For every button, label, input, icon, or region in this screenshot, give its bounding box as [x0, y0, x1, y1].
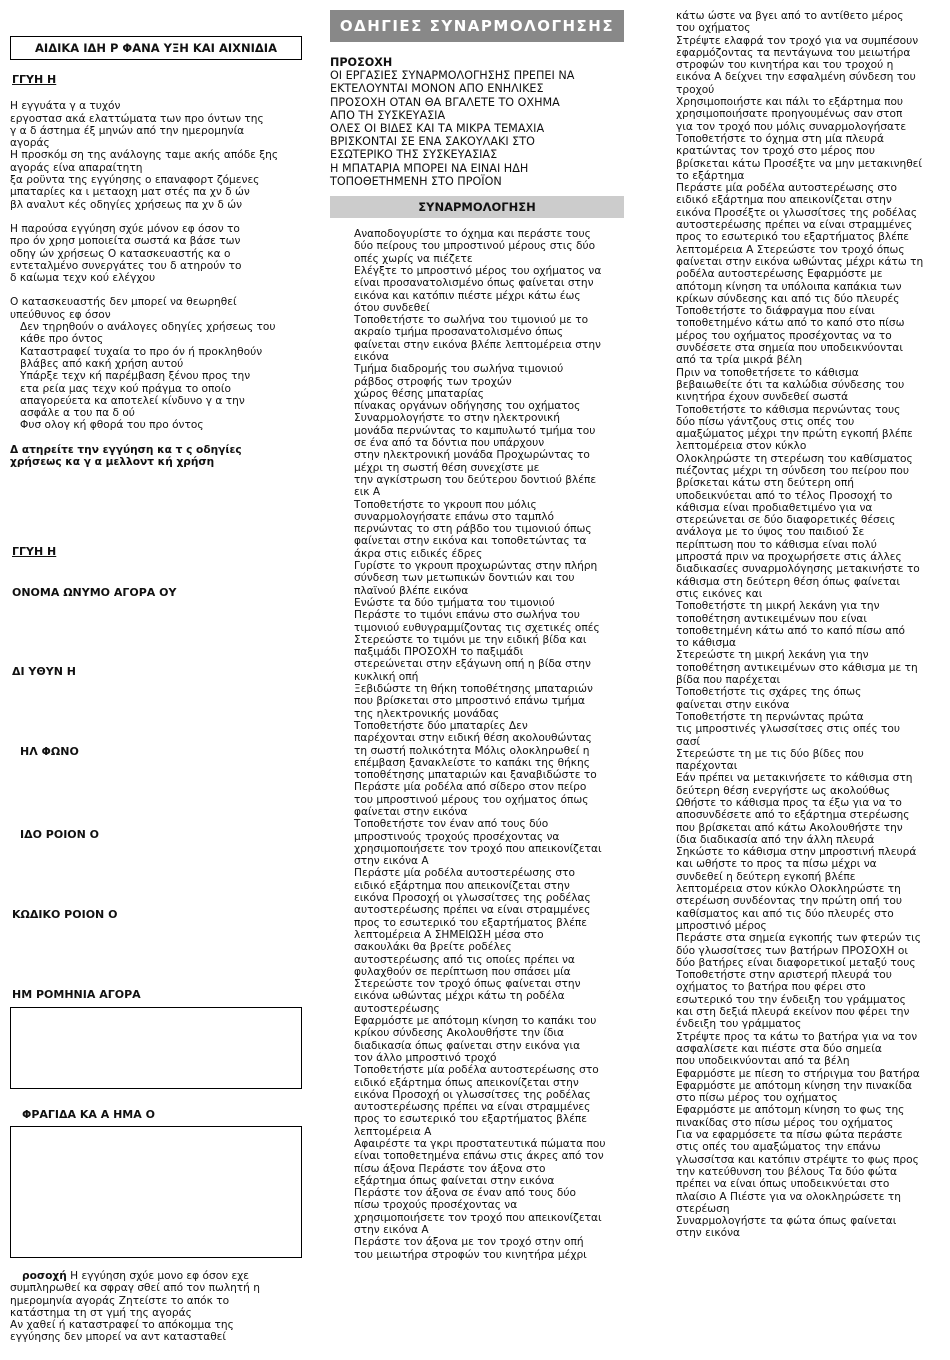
- warranty-para1-line: βλ αναλυτ κές οδηγίες χρήσεως πα χν δ ών: [10, 198, 243, 211]
- assembly-step-line: προς το εσωτερικό του εξαρτήματος βλέπε: [676, 231, 910, 244]
- assembly-step-line: κρίκων σύνδεσης και από τις δύο πλευρές: [676, 292, 900, 305]
- assembly-step-line: Τοποθετήστε το διάφραγμα που είναι: [676, 305, 875, 318]
- assembly-step-line: Χρησιμοποιήστε και πάλι το εξάρτημα που: [676, 96, 904, 109]
- assembly-steps-col2: [330, 228, 624, 1261]
- assembly-step-line: είναι τοποθετημένα επάνω στις άκρες από τον: [354, 1150, 604, 1163]
- warranty-condition-line: απαγορεύετα κα αποτελεί κίνδυνο γ α την: [20, 394, 245, 407]
- warranty-form: [10, 0, 310, 1360]
- warranty-condition-line: Φυσ ολογ κή φθορά του προ όντος: [20, 419, 204, 432]
- assembly-step-line: βρίσκεται κάτω Προσέξτε να μην μετακινηθεί: [676, 157, 922, 170]
- assembly-step-line: τοποθετημένη κάτω από το καπό πίσω από: [676, 624, 905, 637]
- assembly-step-line: κάτω ώστε να βγει από το αντίθετο μέρος: [676, 10, 904, 22]
- assembly-subbanner: ΣΥΝΑΡΜΟΛΟΓΗΣΗ: [330, 196, 624, 218]
- assembly-step-line: συνδέσετε στα σημεία που υποδεικνύονται: [676, 342, 903, 355]
- warranty-condition-line: ετα ρεία μας τεχν κού πράγμα το οποίο: [20, 382, 231, 395]
- warranty-para2-line: Η παρούσα εγγύηση σχύε μόνον εφ όσον το: [10, 222, 240, 235]
- purchase-date-box[interactable]: [10, 1007, 302, 1089]
- attention-line: ΟΛΕΣ ΟΙ ΒΙΔΕΣ ΚΑΙ ΤΑ ΜΙΚΡΑ ΤΕΜΑΧΙΑ: [330, 122, 545, 136]
- footnote-line-5: εγγύησης δεν μπορεί να αντ κατασταθεί: [10, 1331, 226, 1344]
- assembly-step-line: ανάλογα με το ύψος του παιδιού Σε: [676, 526, 865, 539]
- assembly-step-line: για τον τροχό που μόλις συναρμολογήσατε: [676, 120, 907, 133]
- assembly-step-line: βεβαιωθείτε ότι τα καλώδια σύνδεσης του: [676, 378, 905, 391]
- assembly-step-line: χρησιμοποιήσατε προηγουμένως σαν στοπ: [676, 108, 903, 121]
- assembly-step-line: περνώντας το στη ράβδο του τιμονιού όπως: [354, 523, 592, 536]
- assembly-step-line: εικόνα Προσέξτε οι γλωσσίτσες της ροδέλας: [676, 206, 918, 219]
- assembly-step-line: εικόνα και κατόπιν πιέστε μέχρι κάτω έως: [354, 289, 581, 302]
- assembly-step-line: φαίνεται στην εικόνα και τοποθετώντας τα: [354, 535, 587, 548]
- warranty-para1-line: γ α δ άστημα έξ μηνών από την ημερομηνία: [10, 124, 245, 137]
- assembly-step-line: εφαρμόζοντας τα πεντάγωνα του μειωτήρα: [676, 46, 911, 59]
- assembly-step-line: δύο βατήρες είναι διαφορετικοί μεταξύ τους: [676, 956, 916, 969]
- footnote-attention: ροσοχή: [22, 1270, 67, 1282]
- assembly-step-line: την αγκίστρωση του δεύτερου δοντιού βλέπε: [354, 473, 597, 486]
- assembly-step-line: φαίνεται στην εικόνα: [354, 805, 468, 818]
- assembly-step-line: Στρέψτε προς τα κάτω το βατήρα για να τον: [676, 1030, 918, 1043]
- assembly-steps-col3: [676, 10, 944, 1240]
- assembly-step-line: εικ Α: [354, 486, 381, 499]
- warranty-condition-line: Υπάρξε τεχν κή παρέμβαση ξένου προς την: [20, 370, 251, 383]
- warranty-para2-line: εντεταλμένο συνεργάτες του δ ατηρούν το: [10, 259, 242, 272]
- warranty-condition-line: κάθε προ όντος: [20, 333, 104, 346]
- warranty-condition-line: ασφάλε α του πα δ ού: [20, 407, 135, 420]
- attention-line: Η ΜΠΑΤΑΡΙΑ ΜΠΟΡΕΙ ΝΑ ΕΙΝΑΙ ΗΔΗ: [330, 161, 529, 175]
- assembly-step-line: φαίνεται στην εικόνα βλέπε λεπτομέρεια στην: [354, 338, 601, 351]
- assembly-step-line: ίδια διαδικασία από την άλλη πλευρά: [676, 833, 875, 846]
- assembly-step-line: αμαξώματος μέχρι την πρώτη εγκοπή βλέπε: [676, 428, 913, 441]
- assembly-step-line: αυτοστερέωσης πρέπει να είναι στραμμένες: [354, 1101, 591, 1114]
- warranty-heading: ΓΓΥΗ Η: [12, 73, 57, 86]
- assembly-step-line: πίσω τροχούς προσέχοντας να: [354, 1199, 518, 1212]
- assembly-step-line: Εφαρμόστε με πίεση το στήριγμα του βατήρα: [676, 1067, 920, 1080]
- field-phone-label: ΗΛ ΦΩΝΟ: [20, 745, 79, 758]
- assembly-step-line: στο πίσω μέρος του οχήματος: [676, 1092, 838, 1105]
- assembly-step-line: στην εικόνα: [676, 1227, 741, 1240]
- assembly-step-line: περίπτωση που το κάθισμα είναι πολύ: [676, 538, 877, 551]
- assembly-step-line: ότου συνδεθεί: [354, 301, 430, 314]
- assembly-step-line: στερέωση: [676, 1202, 730, 1215]
- assembly-step-line: στις οπές του αμαξώματος την επάνω: [676, 1141, 881, 1154]
- assembly-step-line: λεπτομέρεια Α Στερεώστε τον τροχό όπως: [676, 243, 905, 256]
- assembly-step-line: τοποθετημένο κάτω από το καπό στο πίσω: [676, 317, 905, 330]
- assembly-step-line: που βρίσκεται από κάτω Ακολουθήστε την: [676, 821, 903, 834]
- attention-line: ΕΣΩΤΕΡΙΚΟ ΤΗΣ ΣΥΣΚΕΥΑΣΙΑΣ: [330, 148, 498, 162]
- assembly-step-line: Περάστε το τιμόνι επάνω στο σωλήνα του: [354, 609, 580, 622]
- assembly-step-line: Σηκώστε το κάθισμα στην μπροστινή πλευρά: [676, 846, 917, 859]
- assembly-step-line: ράβδος στροφής των τροχών: [354, 375, 512, 388]
- assembly-step-line: κρατώντας τον τροχό στο μέρος που: [676, 145, 875, 158]
- assembly-step-line: δύο γλωσσίτσες των βατήρων ΠΡΟΣΟΧΗ οι: [676, 944, 908, 957]
- attention-title: ΠΡΟΣΟΧΗ: [330, 56, 393, 69]
- assembly-step-line: Περάστε μία ροδέλα από σίδερο στον πείρο: [354, 781, 587, 794]
- assembly-step-line: βίδα που παρέχεται: [676, 674, 781, 687]
- assembly-step-line: οχήματος το βατήρα που φέρει στο: [676, 981, 866, 994]
- assembly-step-line: από τα τρία μικρά βέλη: [676, 354, 803, 367]
- field-name-label: ΟΝΟΜΑ ΩΝΥΜΟ ΑΓΟΡΑ ΟΥ: [12, 586, 177, 599]
- assembly-step-line: κυκλική οπή: [354, 670, 419, 683]
- assembly-step-line: τοποθέτηση αντικειμένων που είναι: [676, 612, 867, 625]
- assembly-step-line: τη σωστή πολικότητα Μόλις ολοκληρωθεί η: [354, 744, 590, 757]
- attention-line: ΒΡΙΣΚΟΝΤΑΙ ΣΕ ΕΝΑ ΣΑΚΟΥΛΑΚΙ ΣΤΟ: [330, 135, 535, 149]
- assembly-step-line: το κάθισμα: [676, 637, 736, 650]
- assembly-step-line: άκρα στις ειδικές έδρες: [354, 547, 483, 560]
- assembly-step-line: Τοποθετήστε το όχημα στη μία πλευρά: [676, 132, 884, 145]
- assembly-step-line: Περάστε στα σημεία εγκοπής των φτερών τις: [676, 932, 921, 945]
- assembly-step-line: Περάστε τον άξονα σε έναν από τους δύο: [354, 1187, 576, 1200]
- assembly-step-line: που βρίσκεται στο μπροστινό επάνω τμήμα: [354, 695, 585, 708]
- assembly-step-line: τοποθέτησης μπαταριών και ξαναβιδώστε το: [354, 769, 597, 782]
- assembly-step-line: μονάδα περνώντας το καμπυλωτό τμήμα του: [354, 424, 596, 437]
- assembly-step-line: το εξάρτημα: [676, 169, 745, 182]
- field-address-label: ΔΙ ΥΘΥΝ Η: [12, 665, 76, 678]
- assembly-step-line: Περάστε μία ροδέλα αυτοστερέωσης στο: [354, 867, 575, 880]
- assembly-step-line: σύνδεση των μετωπικών δοντιών και του: [354, 572, 575, 585]
- assembly-step-line: ειδικό εξάρτημα όπως απεικονίζεται στην: [354, 1076, 579, 1089]
- assembly-step-line: εικόνα Προσοχή οι γλωσσίτσες της ροδέλας: [354, 1088, 591, 1101]
- assembly-step-line: μπροστινό μέρος: [676, 919, 767, 932]
- assembly-step-line: Στερεώστε το τιμόνι με την ειδική βίδα και: [354, 633, 587, 646]
- attention-line: ΤΟΠΟΘΕΤΗΜΕΝΗ ΣΤΟ ΠΡΟΪΟΝ: [330, 174, 502, 188]
- warranty-para1-line: μπαταρίες κα ι μεταοχη ματ στές πα χν δ ών: [10, 186, 250, 199]
- assembly-step-line: την κατεύθυνση του βέλους Τα δύο φώτα: [676, 1165, 897, 1178]
- assembly-step-line: λεπτομέρεια Α: [354, 1125, 432, 1138]
- footnote-line-1: συμπληρωθεί κα σφραγ σθεί από τον πωλητή η: [10, 1282, 260, 1295]
- assembly-step-line: εξάρτημα όπως φαίνεται στην εικόνα: [354, 1174, 555, 1187]
- assembly-step-line: φαίνεται στην εικόνα: [676, 698, 790, 711]
- assembly-step-line: προς το εσωτερικό του εξαρτήματος βλέπε: [354, 1113, 588, 1126]
- assembly-step-line: σασί: [676, 735, 700, 748]
- assembly-step-line: Για να εφαρμόσετε τα πίσω φώτα περάστε: [676, 1129, 903, 1142]
- stamp-box[interactable]: [10, 1126, 302, 1258]
- assembly-step-line: οπές χωρίς να πιέζετε: [354, 252, 473, 265]
- assembly-step-line: υποδεικνύεται από το τέλος Προσοχή το: [676, 489, 893, 502]
- assembly-step-line: Τοποθετήστε δύο μπαταρίες Δεν: [354, 719, 528, 732]
- assembly-step-line: του μειωτήρα στροφών του κινητήρα μέχρι: [354, 1248, 587, 1261]
- assembly-step-line: απότομη κίνηση τα υπόλοιπα καπάκια των: [676, 280, 902, 293]
- assembly-step-line: βρίσκεται κάτω στη δεύτερη οπή: [676, 477, 854, 490]
- warranty-para1-line: αγοράς είνα απαραίτητη: [10, 161, 143, 174]
- footnote-line-2: ημερομηνία αγοράς Ζητείστε το απόκ το: [10, 1294, 230, 1307]
- field-product-type-label: ΙΔΟ ΡΟΙΟΝ Ο: [20, 828, 100, 841]
- warranty-condition-line: βλάβες από κακή χρήση αυτού: [20, 357, 184, 370]
- warranty-condition-line: Δεν τηρηθούν ο ανάλογες οδηγίες χρήσεως του: [20, 321, 276, 334]
- assembly-step-line: και στη δεξιά πλευρά εκείνον που φέρει την: [676, 1006, 910, 1019]
- assembly-step-line: κάθισμα στη δεύτερη θέση όπως φαίνεται: [676, 575, 900, 588]
- assembly-step-line: μπροστινούς τροχούς προσέχοντας να: [354, 830, 560, 843]
- assembly-column: [330, 0, 624, 1261]
- assembly-step-line: Αφαιρέστε τα γκρι προστατευτικά πώματα που: [354, 1138, 606, 1150]
- assembly-step-line: Τμήμα διαδρομής του σωλήνα τιμονιού: [354, 363, 564, 376]
- assembly-step-line: Ολοκληρώστε τη στερέωση του καθίσματος: [676, 452, 913, 465]
- assembly-step-line: είναι προσανατολισμένο όπως φαίνεται στην: [354, 277, 594, 290]
- assembly-step-line: εικόνα ωθώντας μέχρι κάτω τη ροδέλα: [354, 990, 565, 1003]
- assembly-step-line: δύο πίσω γάντζους στις οπές του: [676, 415, 855, 428]
- assembly-step-line: στην εικόνα Α: [354, 855, 429, 868]
- assembly-step-line: λεπτομέρεια στον κύκλο: [676, 440, 807, 453]
- assembly-step-line: ροδέλα αυτοστερέωσης Εφαρμόστε με: [676, 268, 883, 281]
- assembly-step-line: λεπτομέρεια στον κύκλο Ολοκληρώστε τη: [676, 883, 901, 896]
- warranty-para3-line: Ο κατασκευαστής δεν μπορεί να θεωρηθεί: [10, 296, 237, 309]
- assembly-step-line: Τοποθετήστε τις σχάρες της όπως: [676, 686, 862, 699]
- assembly-step-line: χρησιμοποιήσετε τον τροχό που απεικονίζεται: [354, 1211, 602, 1224]
- attention-line: ΟΙ ΕΡΓΑΣΙΕΣ ΣΥΝΑΡΜΟΛΟΓΗΣΗΣ ΠΡΕΠΕΙ ΝΑ: [330, 69, 575, 83]
- assembly-step-line: στην εικόνα Α: [354, 1224, 429, 1237]
- assembly-step-line: χρησιμοποιήσετε τον τροχό που απεικονίζεται: [354, 842, 602, 855]
- attention-line: ΕΚΤΕΛΟΥΝΤΑΙ ΜΟΝΟΝ ΑΠΟ ΕΝΗΛΙΚΕΣ: [330, 82, 544, 96]
- assembly-step-line: ασφαλίσετε και πιέστε στα δύο σημεία: [676, 1042, 882, 1055]
- assembly-step-line: εικόνα: [354, 351, 389, 363]
- assembly-step-line: σακουλάκι θα βρείτε ροδέλες: [354, 941, 512, 954]
- assembly-step-line: αποσυνδέσετε από το εξάρτημα στερέωσης: [676, 809, 910, 822]
- warranty-para2-line: προ όν χρησ μοποιείτα σωστά κα βάσε των: [10, 235, 241, 248]
- assembly-step-line: τοποθέτηση αντικειμένων στο κάθισμα με τη: [676, 661, 918, 674]
- warranty-condition-line: Καταστραφεί τυχαία το προ όν ή προκληθούν: [20, 345, 263, 358]
- assembly-banner: ΟΔΗΓΙΕΣ ΣΥΝΑΡΜΟΛΟΓΗΣΗΣ: [330, 10, 624, 42]
- assembly-step-line: εικόνα Προσοχή οι γλωσσίτσες της ροδέλας: [354, 892, 591, 905]
- assembly-step-line: πίνακας οργάνων οδήγησης του οχήματος: [354, 400, 581, 413]
- assembly-step-line: Περάστε τον άξονα με τον τροχό στην οπή: [354, 1236, 584, 1249]
- assembly-step-line: Ωθήστε το κάθισμα προς τα έξω για να το: [676, 797, 902, 809]
- assembly-step-line: στις εικόνες και: [676, 587, 763, 600]
- warranty-para1-line: αγοράς: [10, 137, 50, 150]
- assembly-step-line: στερέωση συνδέοντας την πρώτη οπή του: [676, 895, 902, 908]
- assembly-step-line: τιμονιού ευθυγραμμίζοντας τις σχετικές οπές: [354, 621, 600, 634]
- assembly-step-line: Ενώστε τα δύο τμήματα του τιμονιού: [354, 596, 555, 609]
- assembly-step-line: μέρος του οχήματος προσέχοντας να το: [676, 329, 892, 342]
- attention-line: ΑΠΟ ΤΗ ΣΥΣΚΕΥΑΣΙΑ: [330, 108, 446, 122]
- assembly-step-line: τροχού: [676, 83, 715, 96]
- assembly-step-line: Πριν να τοποθετήσετε το κάθισμα: [676, 366, 859, 379]
- assembly-step-line: αυτοστερέωσης από τις οποίες πρέπει να: [354, 953, 575, 966]
- warranty-para3-line: υπεύθυνος εφ όσον: [10, 308, 111, 321]
- footnote-line-0: Η εγγύηση σχύε μονο εφ όσον εχε: [66, 1270, 250, 1282]
- assembly-step-line: ειδικό εξάρτημα που απεικονίζεται στην: [676, 194, 892, 207]
- assembly-step-line: φυλαχθούν σε περίπτωση που σπάσει μία: [354, 965, 571, 978]
- assembly-step-line: ακραίο τμήμα προσανατολισμένο όπως: [354, 326, 564, 339]
- assembly-step-line: στην ηλεκτρονική μονάδα Προχωρώντας το: [354, 449, 590, 462]
- assembly-step-line: Στρέψτε ελαφρά τον τροχό για να συμπέσουν: [676, 34, 919, 47]
- assembly-step-line: Αναποδογυρίστε το όχημα και περάστε τους: [354, 228, 591, 241]
- field-stamp-label: ΦΡΑΓΙΔΑ ΚΑ Α ΗΜΑ Ο: [22, 1108, 155, 1121]
- assembly-step-line: αυτοστερέωσης πρέπει να είναι στραμμένες: [354, 904, 591, 917]
- assembly-step-line: του μπροστινού μέρους του οχήματος όπως: [354, 793, 589, 806]
- assembly-step-line: αυτοστερέωσης πρέπει να είναι στραμμένες: [676, 219, 913, 232]
- assembly-step-line: ένδειξη του γράμματος: [676, 1018, 802, 1031]
- assembly-step-line: Εάν πρέπει να μετακινήσετε το κάθισμα στη: [676, 772, 913, 785]
- footnote-line-4: Αν χαθεί ή καταστραφεί το απόκομμα της: [10, 1319, 234, 1332]
- assembly-step-line: λεπτομέρεια Α ΣΗΜΕΙΩΣΗ μέσα στο: [354, 928, 544, 941]
- assembly-step-line: πρέπει να είναι όπως υποδεικνύεται στο: [676, 1178, 890, 1191]
- assembly-step-line: Εφαρμόστε με απότομη κίνηση την πινακίδα: [676, 1079, 912, 1092]
- warranty-title: ΑΙΔΙΚΑ ΙΔΗ Ρ ΦΑΝΑ ΥΞΗ ΚΑΙ ΑΙΧΝΙΔΙΑ: [10, 36, 302, 60]
- warranty-para1-line: εργοστασ ακά ελαττώματα των προ όντων της: [10, 112, 264, 125]
- assembly-step-line: διαδικασίες συναρμολόγησης μετακινήστε το: [676, 563, 920, 576]
- assembly-step-line: Εφαρμόστε με απότομη κίνηση το καπάκι του: [354, 1015, 597, 1028]
- assembly-step-line: καθίσματος και από τις δύο πλευρές στο: [676, 907, 894, 920]
- assembly-step-line: ειδικό εξάρτημα που απεικονίζεται στην: [354, 879, 570, 892]
- assembly-step-line: Τοποθετήστε το σωλήνα του τιμονιού με το: [354, 314, 589, 327]
- assembly-step-line: δεύτερη θέση ενεργήστε ως ακολούθως: [676, 784, 891, 797]
- assembly-step-line: Ξεβιδώστε τη θήκη τοποθέτησης μπαταριών: [354, 683, 593, 696]
- assembly-step-line: εικόνα Α δείχνει την εσφαλμένη σύνδεση του: [676, 71, 916, 84]
- assembly-step-line: και ωθήστε το προς τα πίσω μέχρι να: [676, 858, 877, 871]
- assembly-step-line: εσωτερικό του την ένδειξη του γράμματος: [676, 993, 906, 1006]
- assembly-step-line: τις μπροστινές γλωσσίτσες στις οπές του: [676, 723, 901, 736]
- assembly-step-line: της ηλεκτρονικής μονάδας: [354, 707, 500, 720]
- assembly-step-line: κινητήρα έχουν συνδεθεί σωστά: [676, 391, 849, 404]
- warranty-footnote: [10, 1270, 302, 1344]
- assembly-step-line: κρίκου σύνδεσης Ακολουθήστε την ίδια: [354, 1027, 565, 1040]
- field-purchase-date-label: ΗΜ ΡΟΜΗΝΙΑ ΑΓΟΡΑ: [12, 988, 141, 1001]
- assembly-step-line: Εφαρμόστε με απότομη κίνηση το φως της: [676, 1104, 905, 1117]
- assembly-step-line: πλαίσιο Α Πιέστε για να ολοκληρώσετε τη: [676, 1190, 901, 1203]
- assembly-step-line: στερεώνεται στην εξάγωνη οπή η βίδα στην: [354, 658, 591, 671]
- warranty-para1-line: ξα ροϋντα της εγγύησης ο επαναφορτ ζόμενες: [10, 174, 260, 187]
- assembly-step-line: γλωσσίτσα και κατόπιν στρέψτε το φως προς: [676, 1153, 919, 1166]
- assembly-step-line: πίσω άξονα Περάστε τον άξονα στο: [354, 1162, 546, 1175]
- warranty-para1-line: Η εγγυάτα γ α τυχόν: [10, 100, 121, 113]
- assembly-step-line: του οχήματος: [676, 22, 751, 35]
- assembly-step-line: δύο πείρους του μπροστινού μέρους στις δύο: [354, 240, 596, 253]
- assembly-step-line: κάθισμα είναι προδιαθετιμένο για να: [676, 501, 873, 514]
- assembly-step-line: που υποδεικνύονται από τα βέλη: [676, 1055, 850, 1068]
- assembly-step-line: Τοποθετήστε στην αριστερή πλευρά του: [676, 969, 892, 982]
- assembly-step-line: παξιμάδι ΠΡΟΣΟΧΗ το παξιμάδι: [354, 646, 524, 659]
- assembly-step-line: Συναρμολογήστε τα φώτα όπως φαίνεται: [676, 1215, 897, 1228]
- assembly-step-line: αυτοστερέωσης: [354, 1002, 440, 1015]
- assembly-step-line: Τοποθετήστε τη περνώντας πρώτα: [676, 710, 864, 723]
- assembly-step-line: Συναρμολογήστε το στην ηλεκτρονική: [354, 412, 560, 425]
- assembly-step-line: συνδεθεί η δεύτερη εγκοπή βλέπε: [676, 870, 856, 883]
- assembly-step-line: σε ένα από τα δόντια που υπάρχουν: [354, 437, 545, 450]
- assembly-step-line: μέχρι τη σωστή θέση συνεχίστε με: [354, 461, 540, 474]
- assembly-step-line: παρέχονται: [676, 760, 738, 773]
- assembly-step-line: τον άλλο μπροστινό τροχό: [354, 1051, 497, 1064]
- assembly-step-line: Τοποθετήστε μία ροδέλα αυτοστερέωσης στο: [354, 1064, 599, 1077]
- assembly-step-line: Στερεώστε τον τροχό όπως φαίνεται στην: [354, 978, 581, 991]
- assembly-step-line: στροφών του κινητήρα και του τροχού η: [676, 59, 894, 72]
- warranty-keep-line: χρήσεως κα γ α μελλοντ κή χρήση: [10, 456, 215, 469]
- assembly-step-line: πλαϊνού βλέπε εικόνα: [354, 584, 469, 597]
- warranty-keep-line: Δ ατηρείτε την εγγύηση κα τ ς οδηγίες: [10, 443, 242, 456]
- assembly-step-line: πινακίδας στο πίσω μέρος του οχήματος: [676, 1116, 894, 1129]
- assembly-step-line: Τοποθετήστε τη μικρή λεκάνη για την: [676, 600, 880, 613]
- assembly-step-line: Τοποθετήστε τον έναν από τους δύο: [354, 818, 549, 831]
- assembly-step-line: στερεώνεται σε δύο διαφορετικές θέσεις: [676, 514, 896, 527]
- footnote-line-3: κατάστημα τη στ γμή της αγοράς: [10, 1306, 192, 1319]
- assembly-step-line: μπροστά πριν να προχωρήσετε στις άλλες: [676, 551, 902, 564]
- assembly-step-line: Περάστε μία ροδέλα αυτοστερέωσης στο: [676, 182, 897, 195]
- assembly-step-line: πιέζοντας μέχρι τη σύνδεση του πείρου που: [676, 464, 910, 477]
- attention-list: [330, 69, 624, 188]
- warranty-para2-line: δ καίωμα τεχν κού ελέγχου: [10, 272, 156, 285]
- warranty-para2-line: οδηγ ών χρήσεως Ο κατασκευαστής κα ο: [10, 247, 231, 260]
- assembly-step-line: Τοποθετήστε το γκρουπ που μόλις: [354, 498, 537, 511]
- assembly-step-line: διαδικασία όπως φαίνεται στην εικόνα για: [354, 1039, 581, 1052]
- warranty-para1-line: Η προσκόμ ση της ανάλογης ταμε ακής απόδε ξης: [10, 149, 279, 162]
- assembly-step-line: Ελέγξτε το μπροστινό μέρος του οχήματος να: [354, 264, 602, 277]
- assembly-step-line: προς το εσωτερικό του εξαρτήματος βλέπε: [354, 916, 588, 929]
- assembly-step-line: Στερεώστε τη με τις δύο βίδες που: [676, 747, 864, 760]
- field-product-code-label: ΚΩΔΙΚΟ ΡΟΙΟΝ Ο: [12, 908, 118, 921]
- assembly-step-line: Τοποθετήστε το κάθισμα περνώντας τους: [676, 403, 901, 416]
- assembly-step-line: χώρος θέσης μπαταρίας: [354, 387, 484, 400]
- assembly-step-line: συναρμολογήσατε επάνω στο ταμπλό: [354, 510, 555, 523]
- assembly-step-line: Γυρίστε το γκρουπ προχωρώντας στην πλήρη: [354, 560, 598, 573]
- warranty-form-heading: ΓΓΥΗ Η: [12, 545, 57, 558]
- assembly-step-line: φαίνεται στην εικόνα ωθώντας μέχρι κάτω τη: [676, 255, 924, 268]
- assembly-step-line: επέμβαση ξανακλείστε το καπάκι της θήκης: [354, 756, 590, 769]
- attention-line: ΠΡΟΣΟΧΗ ΟΤΑΝ ΘΑ ΒΓΑΛΕΤΕ ΤΟ ΟΧΗΜΑ: [330, 95, 560, 109]
- assembly-step-line: παρέχονται στην ειδική θέση ακολουθώντας: [354, 732, 592, 745]
- assembly-step-line: Στερεώστε τη μικρή λεκάνη για την: [676, 649, 869, 662]
